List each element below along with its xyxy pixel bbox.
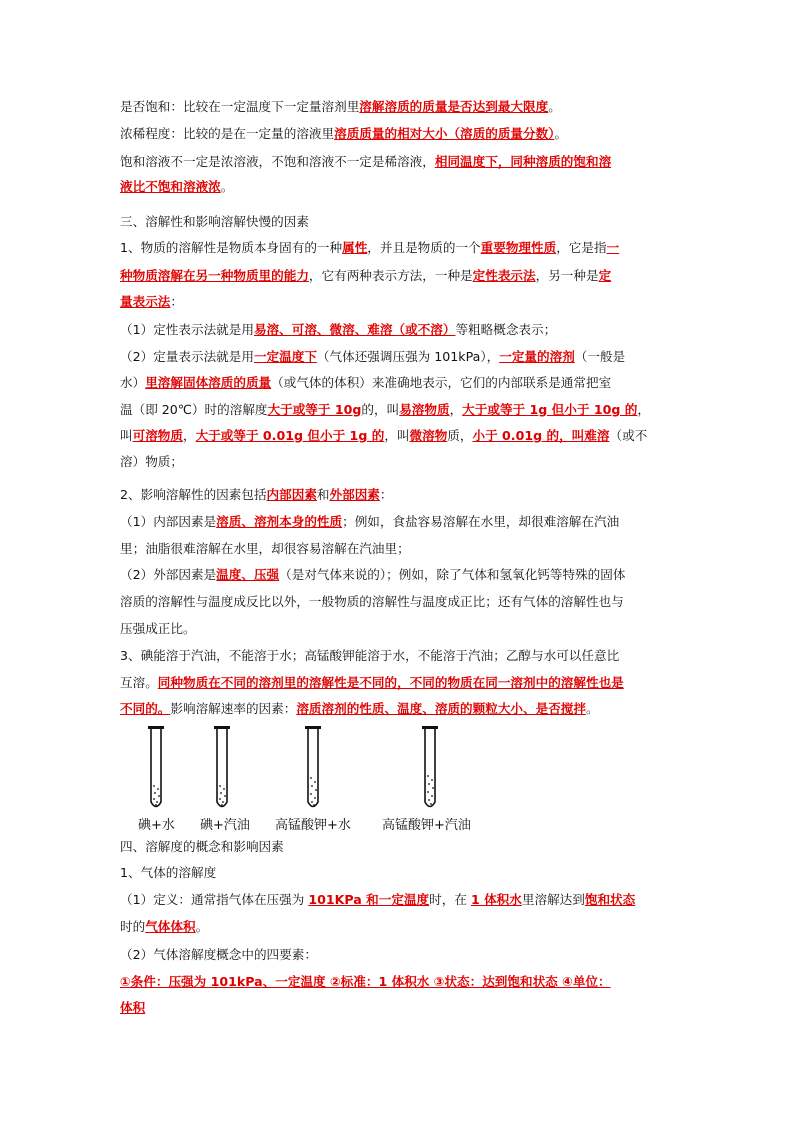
highlighted-text: 一定量的溶剂	[499, 349, 575, 364]
test-tube-icon	[422, 726, 438, 816]
highlighted-text: 里溶解固体溶质的质量	[145, 375, 272, 390]
text-span: （或气体的体积）来准确地表示，它们的内部联系是通常把室	[271, 375, 612, 390]
text-span: （是对气体来说的）；例如，除了气体和氢氧化钙等特殊的固体	[279, 567, 626, 582]
text-span: 。	[195, 919, 209, 934]
highlighted-text: 可溶物质	[132, 428, 183, 443]
highlighted-text: 定	[598, 268, 612, 283]
text-line	[120, 151, 611, 170]
text-span: ，叫	[384, 428, 410, 443]
text-span: （1）定性表示法就是用	[120, 322, 254, 337]
highlighted-text: 一定温度下	[253, 349, 317, 364]
tube-label: 高锰酸钾+汽油	[382, 818, 471, 833]
text-span: 三、溶解性和影响溶解快慢的因素	[120, 214, 309, 229]
text-span: 溶质的溶解性与温度成反比以外，一般物质的溶解性与温度成正比；还有气体的溶解性也与	[120, 594, 624, 609]
text-line	[120, 591, 624, 610]
text-span: 1、物质的溶解性是物质本身固有的一种	[120, 240, 343, 255]
text-span: 时，在	[429, 892, 471, 907]
text-span: ，	[449, 402, 463, 417]
highlighted-text: 不同的。	[120, 701, 171, 716]
text-span: （或不	[609, 428, 648, 443]
text-line	[120, 425, 647, 444]
text-span: （1）内部因素是	[120, 514, 217, 529]
highlighted-text: 定性表示法	[472, 268, 536, 283]
text-span: 等粗略概念表示；	[455, 322, 557, 337]
text-span: 2、影响溶解性的因素包括	[120, 487, 267, 502]
text-span: 水）	[120, 375, 146, 390]
text-line	[120, 698, 599, 717]
highlighted-text: 微溶物	[409, 428, 448, 443]
text-span: 的，叫	[361, 402, 400, 417]
text-line	[120, 346, 625, 365]
text-span: 影响溶解速率的因素：	[170, 701, 297, 716]
text-line	[120, 451, 183, 470]
text-line	[120, 645, 619, 664]
text-span: ：	[379, 487, 393, 502]
highlighted-text: 属性	[342, 240, 368, 255]
text-line	[120, 96, 561, 115]
text-line	[120, 997, 145, 1016]
text-line	[120, 944, 317, 963]
text-span: ；例如，食盐容易溶解在水里，却很难溶解在汽油	[342, 514, 620, 529]
highlighted-text: 相同温度下，同种溶质的饱和溶	[434, 154, 612, 169]
text-line	[120, 564, 625, 583]
text-span: 。	[585, 701, 599, 716]
text-span: 温（即 20℃）时的溶解度	[120, 402, 268, 417]
text-span: 浓稀程度：比较的是在一定量的溶液里	[120, 126, 335, 141]
text-span: 3、碘能溶于汽油，不能溶于水；高锰酸钾能溶于水，不能溶于汽油；乙醇与水可以任意比	[120, 648, 620, 663]
highlighted-text: 温度、压强	[216, 567, 280, 582]
text-span: （2）定量表示法就是用	[120, 349, 254, 364]
highlighted-text: 溶质溶剂的性质、温度、溶质的颗粒大小、是否搅拌	[296, 701, 586, 716]
text-line	[120, 889, 635, 908]
text-line	[120, 862, 216, 881]
text-line	[120, 211, 309, 230]
highlighted-text: 易溶、可溶、微溶、难溶（或不溶）	[253, 322, 456, 337]
text-line	[120, 319, 556, 338]
text-span: 压强成正比。	[120, 621, 196, 636]
text-span: 质，	[447, 428, 473, 443]
highlighted-text: 重要物理性质	[480, 240, 557, 255]
text-span: ，	[637, 402, 650, 417]
text-line	[120, 372, 611, 391]
text-span: 1、气体的溶解度	[120, 865, 217, 880]
highlighted-text: 量表示法	[120, 294, 171, 309]
text-line	[120, 123, 567, 142]
text-span: 。	[554, 126, 568, 141]
text-span: 四、溶解度的概念和影响因素	[120, 839, 284, 854]
text-line	[120, 618, 196, 637]
highlighted-text: 内部因素	[266, 487, 317, 502]
highlighted-text: 101KPa 和一定温度	[308, 892, 430, 907]
text-span: （气体还强调压强为 101kPa），	[316, 349, 500, 364]
highlighted-text: 溶解溶质的质量是否达到最大限度	[359, 99, 549, 114]
text-line	[120, 265, 611, 284]
highlighted-text: 小于 0.01g 的，叫难溶	[472, 428, 610, 443]
highlighted-text: ①条件：压强为 101kPa、一定温度 ②标准：1 体积水 ③状态：达到饱和状态 ④单位：	[120, 974, 611, 989]
text-line	[120, 538, 410, 557]
text-span: 溶）物质；	[120, 454, 183, 469]
text-span: ：	[170, 294, 183, 309]
tube-label: 高锰酸钾+水	[275, 818, 351, 833]
text-span: （2）气体溶解度概念中的四要素：	[120, 947, 317, 962]
text-span: 和	[316, 487, 330, 502]
text-span: 。	[548, 99, 561, 114]
highlighted-text: 易溶物质	[399, 402, 450, 417]
text-line	[120, 836, 284, 855]
highlighted-text: 大于或等于 10g	[267, 402, 362, 417]
text-span: ，它有两种表示方法，一种是	[308, 268, 473, 283]
text-span: （1）定义：通常指气体在压强为	[120, 892, 309, 907]
highlighted-text: 种物质溶解在另一种物质里的能力	[120, 268, 309, 283]
text-line	[120, 484, 392, 503]
text-span: 互溶。	[120, 675, 158, 690]
highlighted-text: 1 体积水	[470, 892, 522, 907]
text-span: ，并且是物质的一个	[367, 240, 481, 255]
highlighted-text: 体积	[120, 1000, 146, 1015]
text-span: （2）外部因素是	[120, 567, 217, 582]
text-span: 里溶解达到	[521, 892, 585, 907]
test-tube-figure	[130, 726, 510, 836]
highlighted-text: 同种物质在不同的溶剂里的溶解性是不同的，不同的物质在同一溶剂中的溶解性也是	[157, 675, 624, 690]
highlighted-text: 液比不饱和溶液浓	[120, 179, 221, 194]
highlighted-text: 外部因素	[329, 487, 380, 502]
text-span: （一般是	[574, 349, 626, 364]
test-tube-icon	[214, 726, 230, 816]
text-line	[120, 511, 619, 530]
tube-label: 碘+汽油	[200, 818, 250, 833]
highlighted-text: 饱和状态	[584, 892, 636, 907]
text-span: 饱和溶液不一定是浓溶液，不饱和溶液不一定是稀溶液，	[120, 154, 435, 169]
text-span: 时的	[120, 919, 146, 934]
text-span: 。	[220, 179, 234, 194]
text-span: 里；油脂很难溶解在水里，却很容易溶解在汽油里；	[120, 541, 410, 556]
text-span: ，它是指	[556, 240, 607, 255]
highlighted-text: 溶质质量的相对大小（溶质的质量分数）	[334, 126, 555, 141]
text-line	[120, 916, 208, 935]
text-line	[120, 176, 233, 195]
highlighted-text: 大于或等于 0.01g 但小于 1g 的	[195, 428, 385, 443]
highlighted-text: 溶质、溶剂本身的性质	[216, 514, 343, 529]
text-line	[120, 291, 183, 310]
text-span: ，	[182, 428, 196, 443]
test-tube-icon	[148, 726, 164, 816]
test-tube-icon	[305, 726, 321, 816]
text-span: 叫	[120, 428, 133, 443]
highlighted-text: 气体体积	[145, 919, 196, 934]
tube-label: 碘+水	[138, 818, 175, 833]
text-span: ，另一种是	[535, 268, 599, 283]
highlighted-text: 一	[606, 240, 620, 255]
text-line	[120, 399, 650, 418]
highlighted-text: 大于或等于 1g 但小于 10g 的	[462, 402, 638, 417]
text-line	[120, 237, 619, 256]
text-line	[120, 672, 624, 691]
text-span: 是否饱和：比较在一定温度下一定量溶剂里	[120, 99, 360, 114]
text-line	[120, 971, 611, 990]
